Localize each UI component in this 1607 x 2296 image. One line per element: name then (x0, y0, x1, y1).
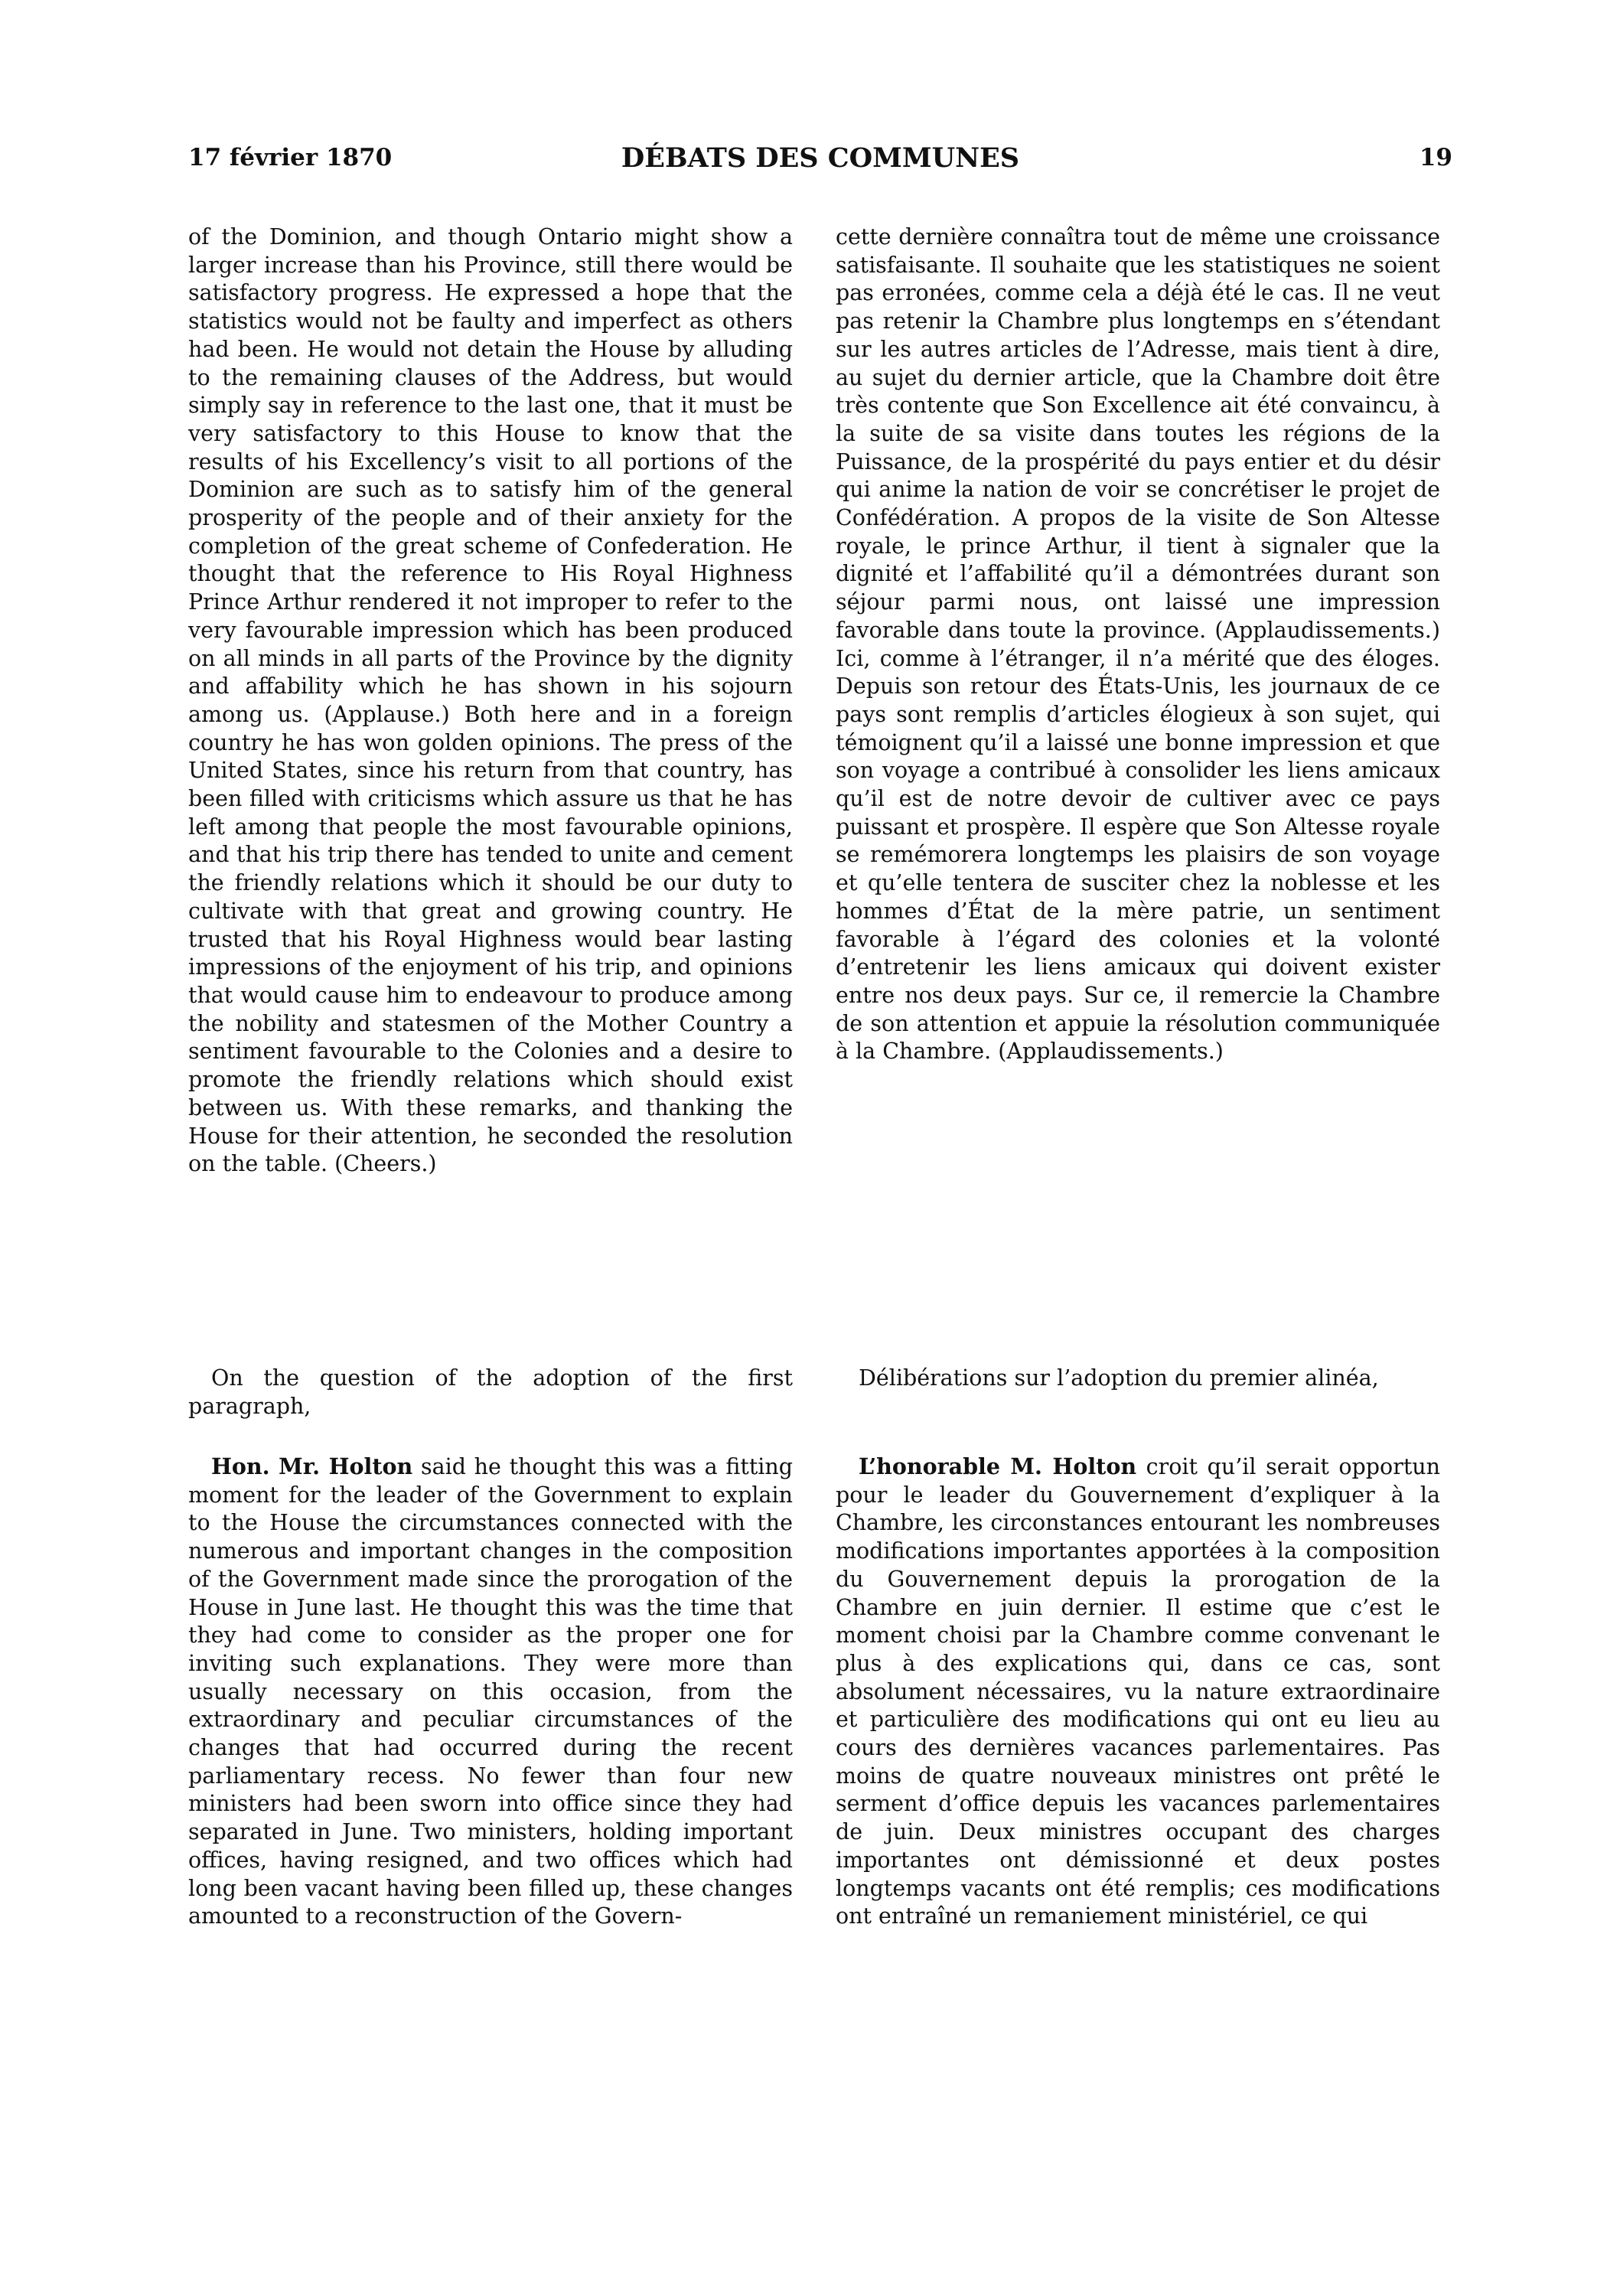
french-continuation-paragraph: cette dernière connaîtra tout de même une croissance satisfaisante. Il souhaite que les statistiques ne soient pas erronées, comme cela a déjà été le cas. Il ne veut pas retenir la Chambre plus longtemps en s’étendant sur les autres articles de l’Adresse, mais tient à dire, au sujet du dernier article, que la Chambre doit être très contente que Son Excellence ait été convaincu, à la suite de sa visite dans toutes les régions de la Puissance, de la prospérité du pays entier et du désir qui anime la nation de voir se concrétiser le projet de Confédération. A propos de la visite de Son Altesse royale, le prince Arthur, il tient à signaler que la dignité et l’affabilité qu’il a démontrées durant son séjour parmi nous, ont laissé une impression favorable dans toute la province. (Applaudissements.) Ici, comme à l’étranger, il n’a mérité que des éloges. Depuis son retour des États-Unis, les journaux de ce pays sont remplis d’articles élogieux à son sujet, qui témoignent qu’il a laissé une bonne impression et que son voyage a contribué à consolider les liens amicaux qu’il est de notre devoir de cultiver avec ce pays puissant et prospère. Il espère que Son Altesse royale se remémorera longtemps les plaisirs de son voyage et qu’elle tentera de susciter chez la noblesse et les hommes d’État de la mère patrie, un sentiment favorable à l’égard des colonies et la volonté d’entretenir les liens amicaux qui doivent exister entre nos deux pays. Sur ce, il remercie la Chambre de son attention et appuie la résolution communiquée à la Chambre. (Applaudissements.) (836, 224, 1440, 1065)
header-date: 17 février 1870 (188, 144, 393, 171)
french-question-block (836, 1365, 1440, 1393)
english-continuation-paragraph: of the Dominion, and though Ontario might show a larger increase than his Province, still there would be satisfactory progress. He expressed a hope that the statistics would not be faulty and imperfect as others had been. He would not detain the House by alluding to the remaining clauses of the Address, but would simply say in reference to the last one, that it must be very satisfactory to this House to know that the results of his Excellency’s visit to all portions of the Dominion are such as to satisfy him of the general prosperity of the people and of their anxiety for the completion of the great scheme of Confederation. He thought that the reference to His Royal Highness Prince Arthur rendered it not improper to refer to the very favourable impression which has been produced on all minds in all parts of the Province by the dignity and affability which he has shown in his sojourn among us. (Applause.) Both here and in a foreign country he has won golden opinions. The press of the United States, since his return from that country, has been filled with criticisms which assure us that he has left among that people the most favourable opinions, and that his trip there has tended to unite and cement the friendly relations which it should be our duty to cultivate with that great and growing country. He trusted that his Royal Highness would bear lasting impressions of the enjoyment of his trip, and opinions that would cause him to endeavour to produce among the nobility and statesmen of the Mother Country a sentiment favourable to the Colonies and a desire to promote the friendly relations which should exist between us. With these remarks, and thanking the House for their attention, he seconded the resolution on the table. (Cheers.) (188, 224, 793, 1177)
english-question-paragraph: On the question of the adoption of the first paragraph, (188, 1365, 793, 1419)
english-column-top (188, 223, 793, 1179)
english-speaker-name: Hon. Mr. Holton (211, 1453, 413, 1479)
english-speech-block (188, 1453, 793, 1931)
french-speech-block (836, 1453, 1440, 1931)
french-speaker-name: L’honorable M. Holton (859, 1453, 1137, 1479)
header-title: DÉBATS DES COMMUNES (621, 142, 1020, 174)
french-speech-text: croit qu’il serait opportun pour le leader du Gouvernement d’expliquer à la Chambre, les circonstances entourant les nombreuses modifications importantes apportées à la composition du Gouvernement depuis la prorogation de la Chambre en juin dernier. Il estime que c’est le moment choisi par la Chambre comme convenant le plus à des explications qui, dans ce cas, sont absolument nécessaires, vu la nature extraordinaire et particulière des modifications qui ont eu lieu au cours des dernières vacances parlementaires. Pas moins de quatre nouveaux ministres ont prêté le serment d’office depuis les vacances parlementaires de juin. Deux ministres occupant des charges importantes ont démissionné et deux postes longtemps vacants ont été remplis; ces modifications ont entraîné un remaniement ministériel, ce qui (836, 1454, 1440, 1929)
english-question-block (188, 1365, 793, 1420)
english-speech-paragraph (188, 1453, 793, 1931)
page-number: 19 (1419, 144, 1452, 171)
english-speech-text: said he thought this was a fitting moment for the leader of the Government to explain to the House the circumstances connected with the numerous and important changes in the composition of the Government made since the prorogation of the House in June last. He thought this was the time that they had come to consider as the proper one for inviting such explanations. They were more than usually necessary on this occasion, from the extraordinary and peculiar circumstances of the changes that had occurred during the recent parliamentary recess. No fewer than four new ministers had been sworn into office since they had separated in June. Two ministers, holding important offices, having resigned, and two offices which had long been vacant having been filled up, these changes amounted to a reconstruction of the Govern- (188, 1454, 794, 1929)
french-column-top (836, 223, 1440, 1066)
french-speech-paragraph (836, 1453, 1440, 1931)
french-question-paragraph: Délibérations sur l’adoption du premier alinéa, (859, 1365, 1379, 1391)
page-header (188, 144, 1452, 190)
